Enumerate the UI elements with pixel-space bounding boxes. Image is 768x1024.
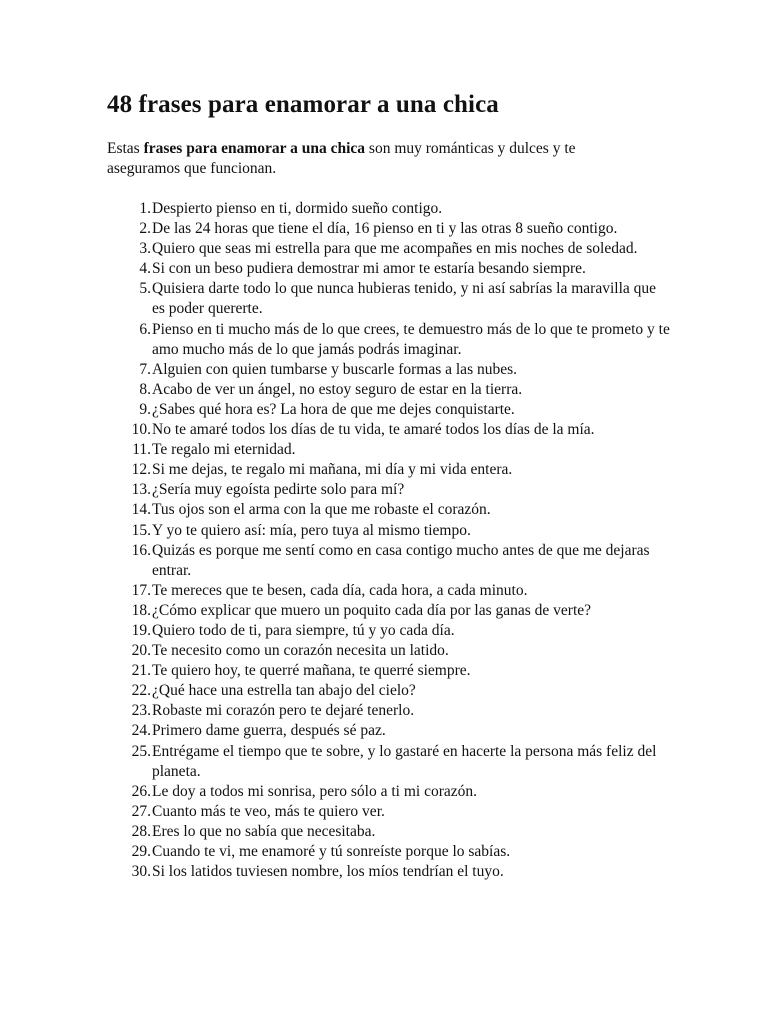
list-item-number: 7. — [139, 360, 151, 378]
list-item-text: Te necesito como un corazón necesita un latido. — [152, 642, 449, 660]
list-item — [107, 661, 672, 681]
list-item — [107, 460, 672, 480]
list-item — [107, 279, 672, 319]
list-item-text: Quisiera darte todo lo que nunca hubieras tenido, y ni así sabrías la maravilla que es poder quererte. — [152, 280, 657, 318]
list-item-text: Te regalo mi eternidad. — [152, 441, 296, 459]
list-item-number: 6. — [139, 320, 151, 338]
list-item — [107, 259, 672, 279]
list-item — [107, 641, 672, 661]
phrase-list — [107, 199, 670, 882]
list-item-number: 10. — [131, 421, 151, 439]
list-item — [107, 601, 672, 621]
list-item-text: Tus ojos son el arma con la que me robaste el corazón. — [152, 501, 491, 519]
list-item — [107, 219, 672, 239]
list-item-text: Pienso en ti mucho más de lo que crees, te demuestro más de lo que te prometo y te amo mucho más de lo que jamás podrás imaginar. — [152, 320, 670, 358]
list-item-text: Entrégame el tiempo que te sobre, y lo gastaré en hacerte la persona más feliz del planeta. — [152, 742, 657, 780]
list-item-number: 21. — [131, 662, 151, 680]
list-item-number: 15. — [131, 521, 151, 539]
list-item-number: 12. — [131, 461, 151, 479]
list-item-text: Te quiero hoy, te querré mañana, te querré siempre. — [152, 662, 471, 680]
intro-text-start: Estas — [107, 140, 144, 157]
list-item — [107, 721, 672, 741]
list-item-number: 4. — [139, 260, 151, 278]
list-item-text: Eres lo que no sabía que necesitaba. — [152, 822, 376, 840]
list-item-number: 28. — [131, 822, 151, 840]
list-item — [107, 400, 672, 420]
list-item — [107, 581, 672, 601]
list-item-text: Si con un beso pudiera demostrar mi amor te estaría besando siempre. — [152, 260, 586, 278]
list-item-number: 22. — [131, 682, 151, 700]
list-item-number: 19. — [131, 621, 151, 639]
intro-paragraph — [107, 139, 637, 179]
list-item-number: 8. — [139, 380, 151, 398]
list-item — [107, 480, 672, 500]
list-item-text: Te mereces que te besen, cada día, cada hora, a cada minuto. — [152, 581, 528, 599]
list-item — [107, 782, 672, 802]
list-item-text: Quiero que seas mi estrella para que me acompañes en mis noches de soledad. — [152, 240, 638, 258]
list-item — [107, 742, 672, 782]
list-item — [107, 842, 672, 862]
list-item-number: 3. — [139, 240, 151, 258]
list-item-text: De las 24 horas que tiene el día, 16 pienso en ti y las otras 8 sueño contigo. — [152, 220, 618, 238]
list-item — [107, 701, 672, 721]
list-item-number: 5. — [139, 280, 151, 298]
list-item-text: Cuando te vi, me enamoré y tú sonreíste porque lo sabías. — [152, 843, 511, 860]
list-item-number: 11. — [132, 441, 151, 459]
list-item-text: Si los latidos tuviesen nombre, los míos tendrían el tuyo. — [152, 863, 504, 881]
list-item — [107, 380, 672, 400]
list-item-number: 25. — [131, 742, 151, 760]
list-item-number: 26. — [131, 782, 151, 800]
list-item-number: 27. — [131, 802, 151, 820]
list-item — [107, 500, 672, 520]
intro-text-end: son muy románticas y dulces y te aseguramos que funcionan. — [107, 140, 576, 177]
document-title: 48 frases para enamorar a una chica — [107, 91, 499, 118]
list-item — [107, 862, 672, 882]
list-item-number: 29. — [131, 843, 151, 860]
list-item-text: ¿Sabes qué hora es? La hora de que me dejes conquistarte. — [152, 400, 515, 418]
list-item — [107, 440, 672, 460]
list-item — [107, 320, 672, 360]
document-page — [107, 88, 670, 882]
list-item-number: 17. — [131, 581, 151, 599]
list-item-number: 20. — [131, 642, 151, 660]
list-item-text: Alguien con quien tumbarse y buscarle formas a las nubes. — [152, 360, 518, 378]
list-item-number: 1. — [139, 200, 151, 217]
list-item-text: Quiero todo de ti, para siempre, tú y yo cada día. — [152, 621, 455, 639]
list-item-text: ¿Cómo explicar que muero un poquito cada día por las ganas de verte? — [152, 601, 592, 619]
list-item-number: 2. — [139, 220, 151, 238]
list-item-text: Cuanto más te veo, más te quiero ver. — [152, 802, 385, 820]
list-item — [107, 360, 672, 380]
list-item — [107, 239, 672, 259]
list-item-text: Despierto pienso en ti, dormido sueño contigo. — [152, 200, 443, 217]
list-item — [107, 521, 672, 541]
list-item-number: 16. — [131, 541, 151, 559]
list-item-text: Acabo de ver un ángel, no estoy seguro de estar en la tierra. — [152, 380, 523, 398]
list-item-number: 18. — [131, 601, 151, 619]
list-item — [107, 802, 672, 822]
list-item-number: 9. — [139, 400, 151, 418]
list-item — [107, 541, 672, 581]
list-item — [107, 199, 672, 219]
list-item-text: Si me dejas, te regalo mi mañana, mi día y mi vida entera. — [152, 461, 513, 479]
list-item-number: 14. — [131, 501, 151, 519]
list-item-text: No te amaré todos los días de tu vida, te amaré todos los días de la mía. — [152, 421, 595, 439]
list-item-text: Robaste mi corazón pero te dejaré tenerlo. — [152, 702, 415, 720]
list-item-text: Quizás es porque me sentí como en casa contigo mucho antes de que me dejaras entrar. — [152, 541, 650, 579]
list-item — [107, 681, 672, 701]
list-item-text: ¿Sería muy egoísta pedirte solo para mí? — [152, 481, 405, 499]
list-item-text: Y yo te quiero así: mía, pero tuya al mismo tiempo. — [152, 521, 471, 539]
list-item-number: 30. — [131, 863, 151, 881]
list-item-number: 24. — [131, 722, 151, 740]
list-item — [107, 420, 672, 440]
intro-text-bold: frases para enamorar a una chica — [143, 140, 366, 157]
list-item — [107, 621, 672, 641]
list-item-text: ¿Qué hace una estrella tan abajo del cielo? — [152, 682, 416, 700]
list-item-text: Primero dame guerra, después sé paz. — [152, 722, 386, 740]
list-item-text: Le doy a todos mi sonrisa, pero sólo a ti mi corazón. — [152, 782, 478, 800]
list-item-number: 23. — [131, 702, 151, 720]
list-item-number: 13. — [131, 481, 151, 499]
list-item — [107, 822, 672, 842]
